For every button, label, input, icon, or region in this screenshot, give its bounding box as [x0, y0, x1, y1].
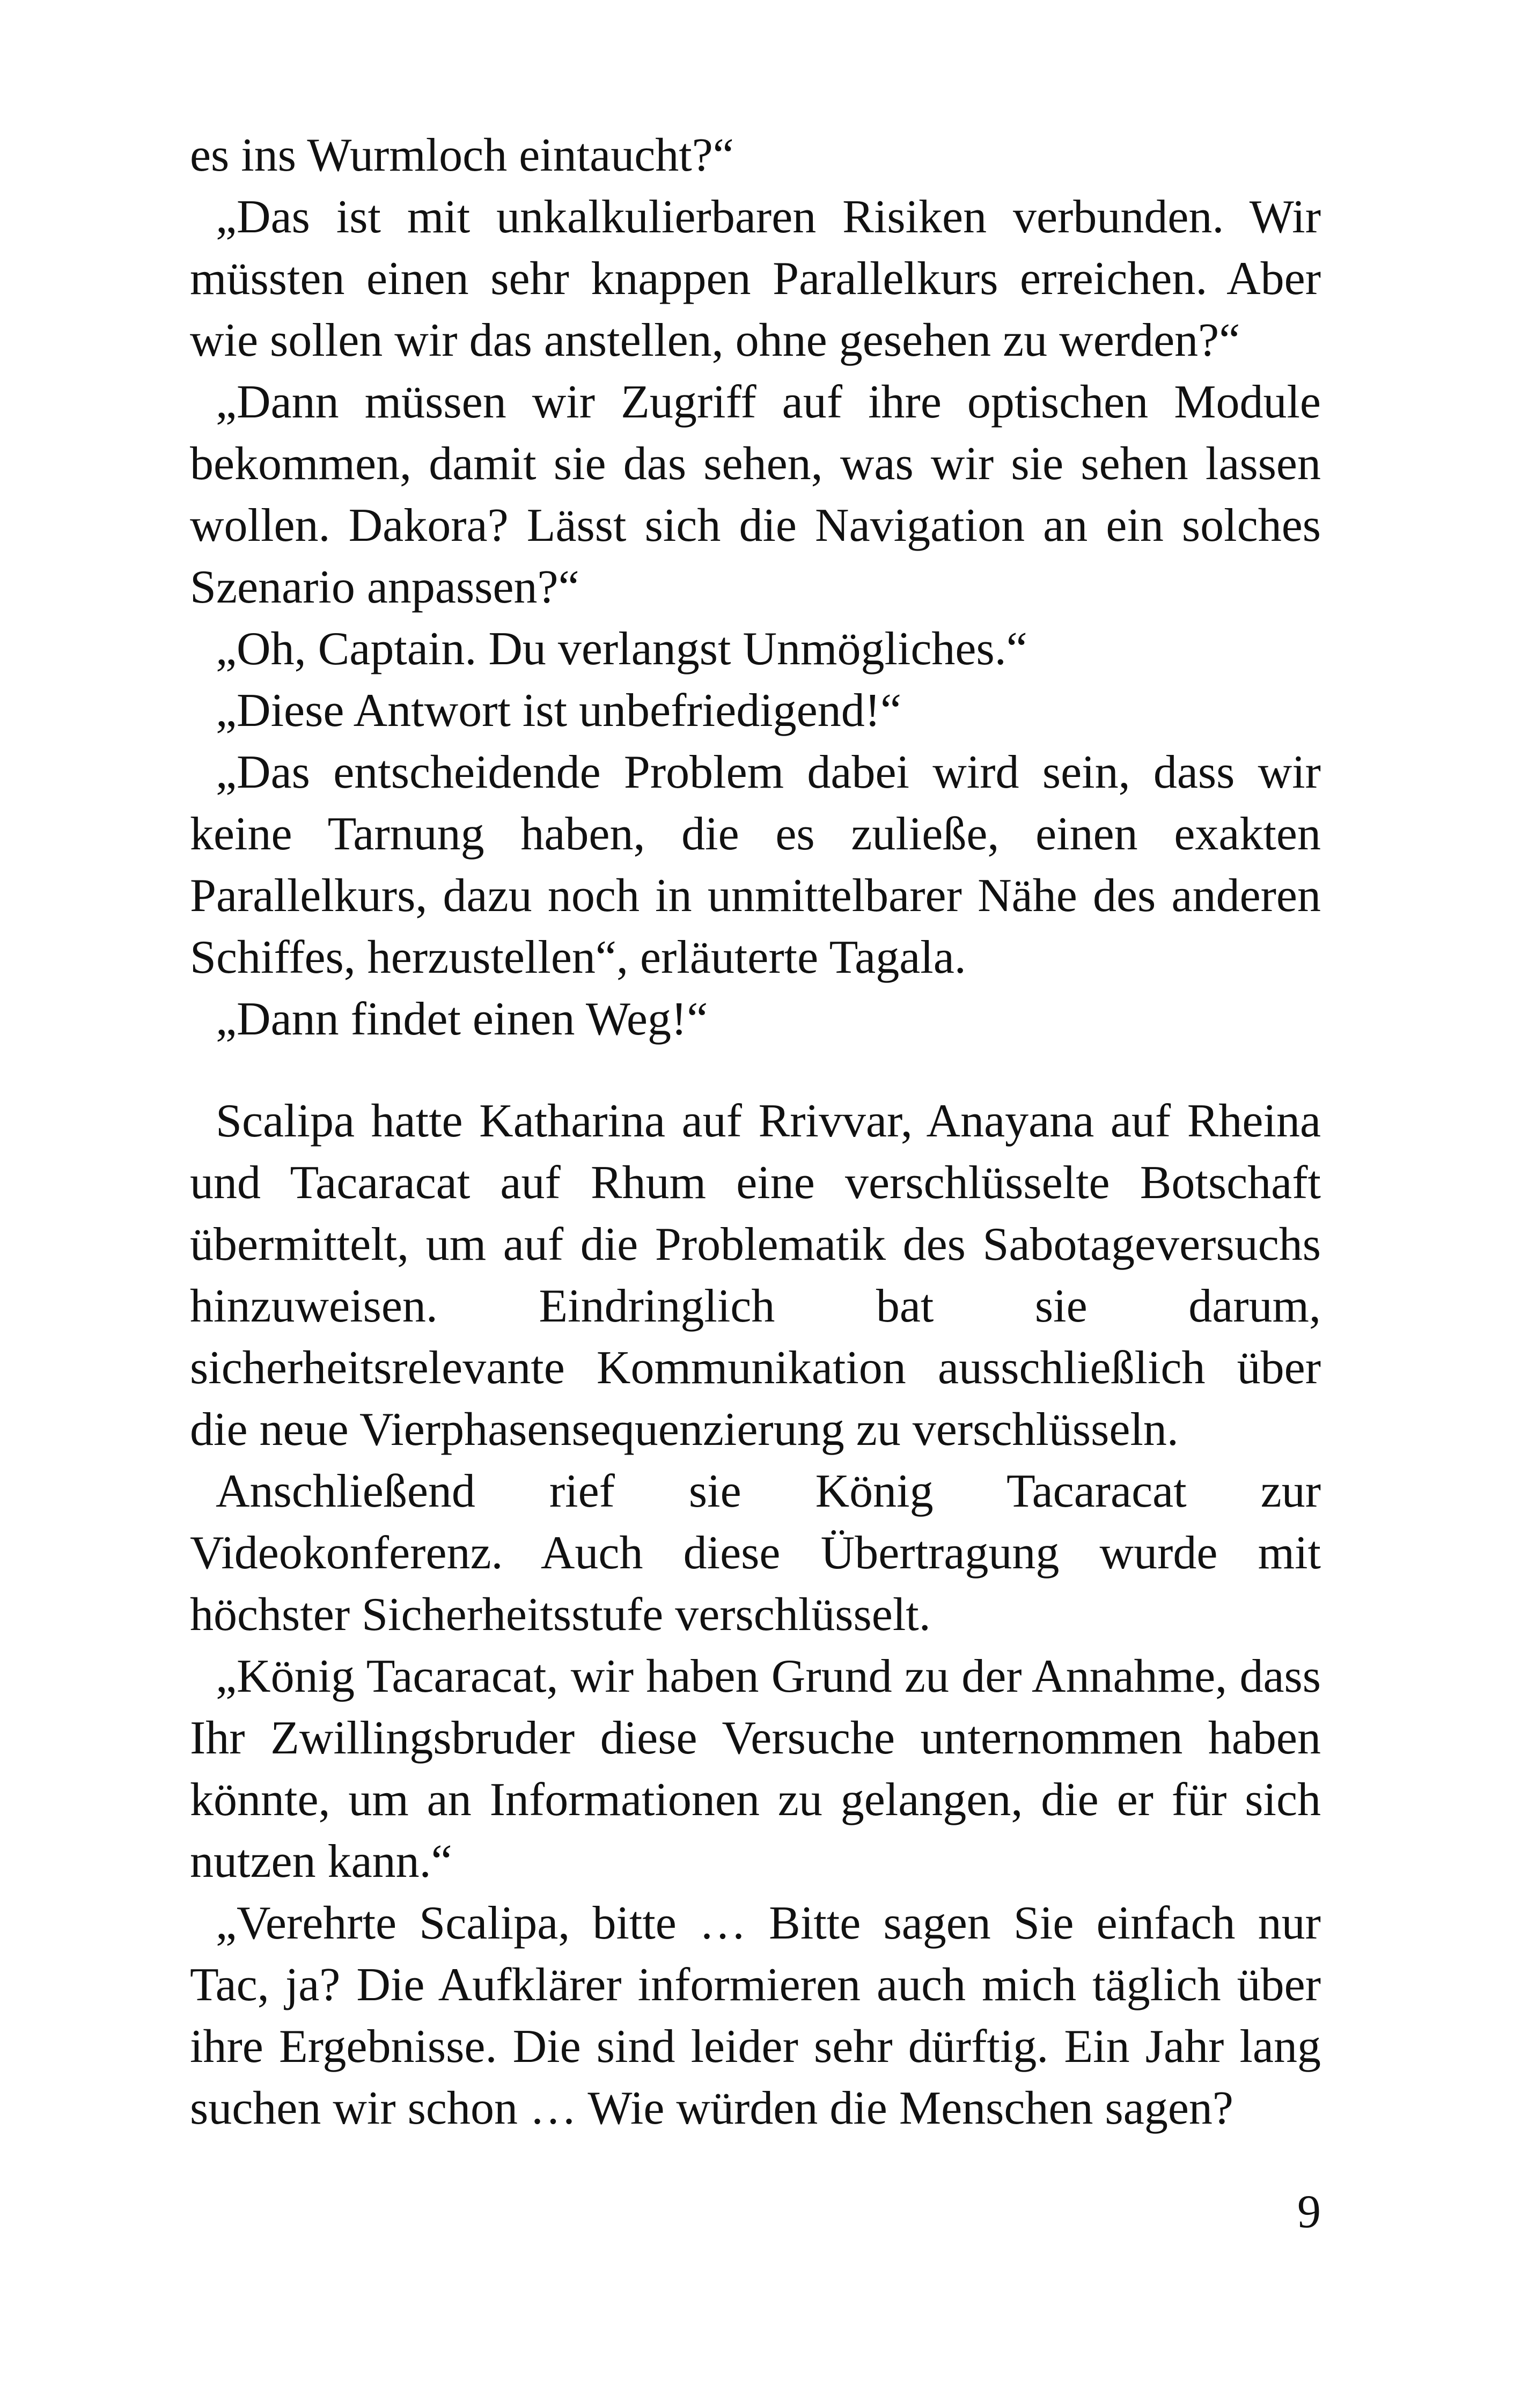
page-number: 9	[1297, 2186, 1321, 2238]
paragraph: „Das entscheidende Problem dabei wird sein, dass wir keine Tarnung haben, die es zuließe, einen exakten Parallelkurs, dazu noch in unmittelbarer Nähe des anderen Schiffes, herzustellen“, erläuterte Tagala.	[190, 746, 1321, 983]
paragraph: „Oh, Captain. Du verlangst Unmögliches.“	[216, 623, 1027, 675]
paragraph: „Dann findet einen Weg!“	[216, 993, 708, 1045]
book-page-text	[190, 124, 1321, 2139]
paragraph: „Diese Antwort ist unbefriedigend!“	[216, 685, 902, 737]
paragraph: Scalipa hatte Katharina auf Rrivvar, Anayana auf Rheina und Tacaracat auf Rhum eine verschlüsselte Botschaft übermittelt, um auf die Problematik des Sabotageversuchs hinzuweisen. Eindringlich bat sie darum, sicherheitsrelevante Kommunikation ausschließlich über die neue Vierphasensequenzierung zu verschlüsseln.	[190, 1095, 1321, 1456]
paragraph: „Verehrte Scalipa, bitte … Bitte sagen Sie einfach nur Tac, ja? Die Aufklärer informieren auch mich täglich über ihre Ergebnisse. Die sind leider sehr dürftig. Ein Jahr lang suchen wir schon … Wie würden die Menschen sagen?	[190, 1897, 1321, 2134]
paragraph: „Dann müssen wir Zugriff auf ihre optischen Module bekommen, damit sie das sehen, was wir sie sehen lassen wollen. Dakora? Lässt sich die Navigation an ein solches Szenario anpassen?“	[190, 376, 1321, 613]
paragraph: „Das ist mit unkalkulierbaren Risiken verbunden. Wir müssten einen sehr knappen Parallelkurs erreichen. Aber wie sollen wir das anstellen, ohne gesehen zu werden?“	[190, 191, 1321, 366]
paragraph: es ins Wurmloch eintaucht?“	[190, 129, 734, 181]
paragraph: Anschließend rief sie König Tacaracat zur Videokonferenz. Auch diese Übertragung wurde mit höchster Sicherheitsstufe verschlüsselt.	[190, 1465, 1321, 1641]
section-break	[190, 1050, 1321, 1090]
paragraph: „König Tacaracat, wir haben Grund zu der Annahme, dass Ihr Zwillingsbruder diese Versuche unternommen haben könnte, um an Informationen zu gelangen, die er für sich nutzen kann.“	[190, 1650, 1321, 1888]
